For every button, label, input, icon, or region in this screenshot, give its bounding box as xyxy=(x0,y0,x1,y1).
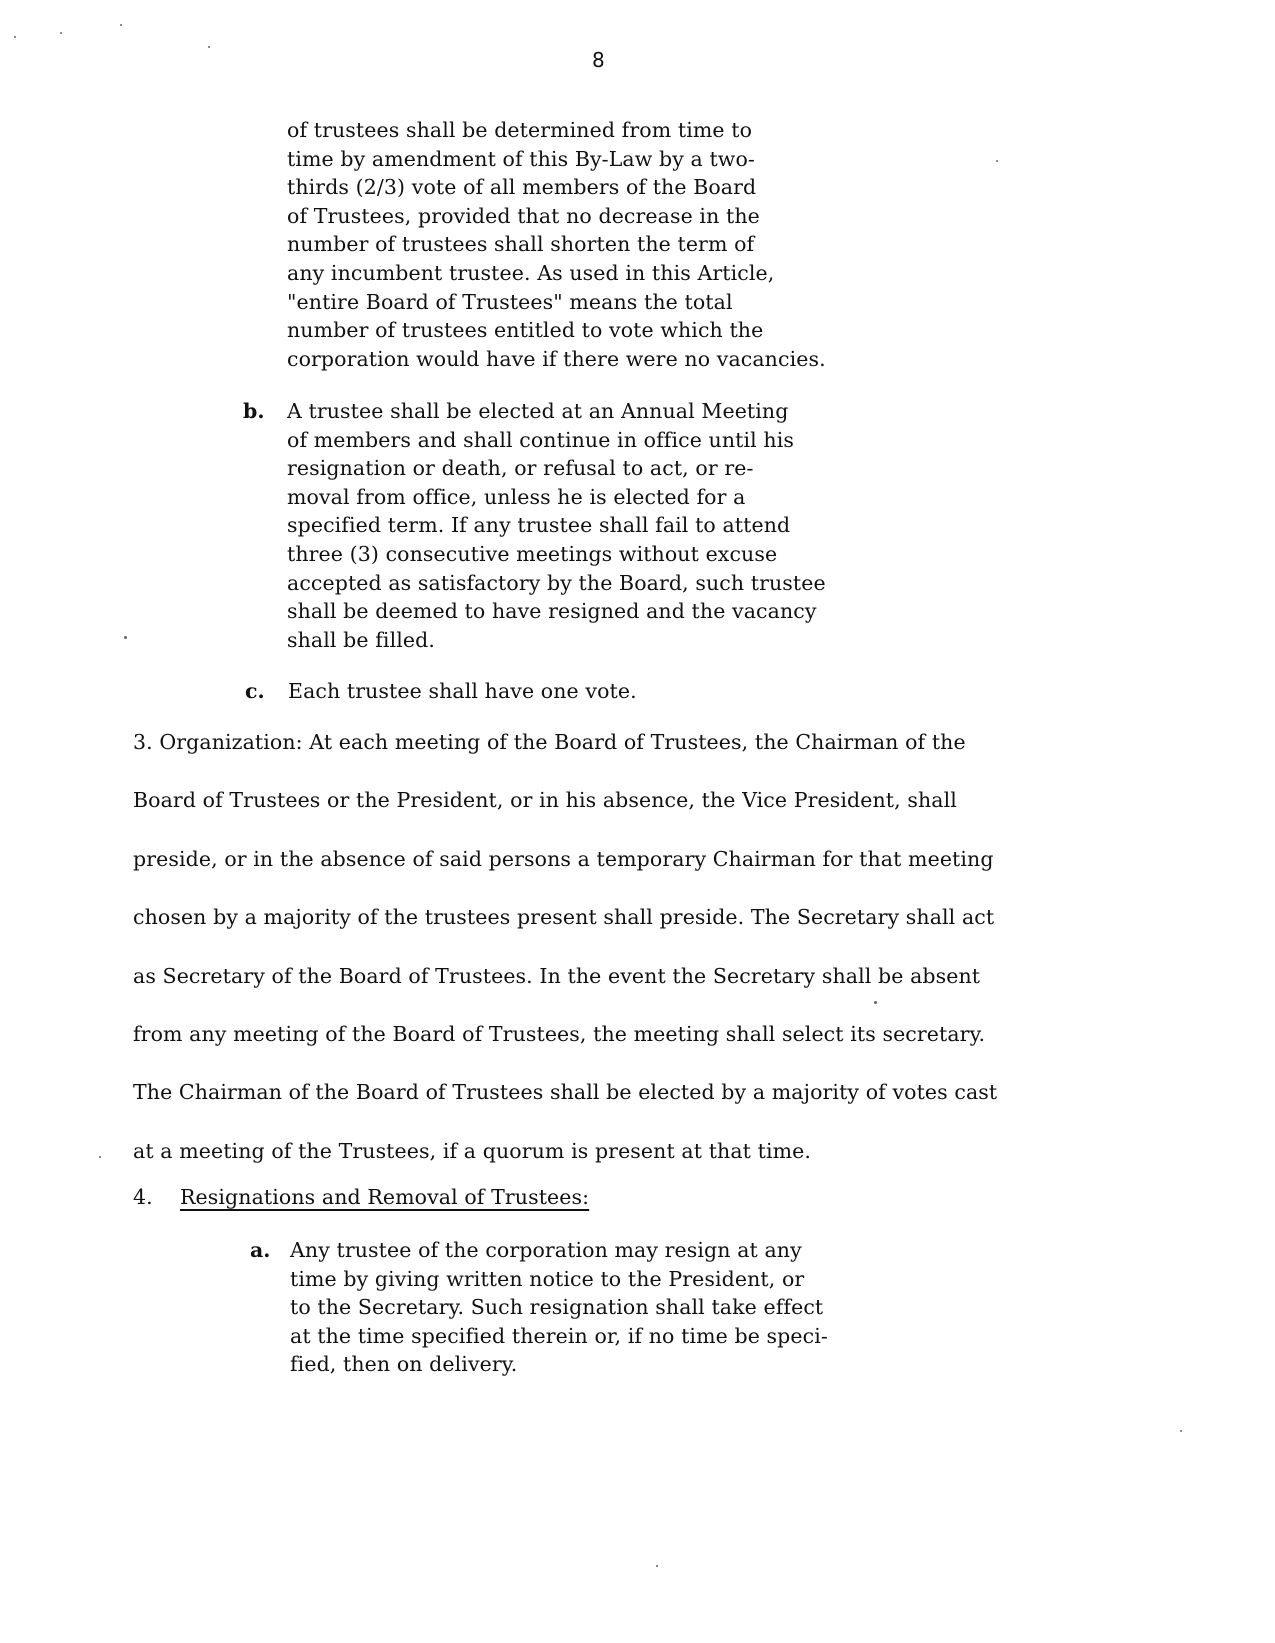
text-line: of members and shall continue in office until his xyxy=(287,427,794,452)
text-line: chosen by a majority of the trustees present shall preside. The Secretary shall act xyxy=(133,905,995,930)
text-line: shall be filled. xyxy=(287,627,435,652)
text-line: any incumbent trustee. As used in this Article, xyxy=(287,260,775,285)
text-line: of Trustees, provided that no decrease in the xyxy=(287,203,760,228)
carryover-paragraph xyxy=(287,116,826,373)
scan-speck xyxy=(656,1565,658,1567)
scan-speck xyxy=(14,36,16,38)
text-line: at a meeting of the Trustees, if a quorum is present at that time. xyxy=(133,1138,811,1163)
item-4a-paragraph xyxy=(290,1236,828,1379)
scan-speck xyxy=(99,1156,101,1158)
scan-speck xyxy=(996,160,998,162)
text-line: Any trustee of the corporation may resign at any xyxy=(290,1238,802,1262)
text-line: A trustee shall be elected at an Annual Meeting xyxy=(287,399,789,423)
scan-speck xyxy=(874,1001,877,1004)
text-line: as Secretary of the Board of Trustees. In the event the Secretary shall be absent xyxy=(133,963,981,988)
text-line: moval from office, unless he is elected for a xyxy=(287,484,746,509)
text-line: number of trustees entitled to vote which the xyxy=(287,318,764,343)
scan-speck xyxy=(60,32,62,34)
text-line: from any meeting of the Board of Trustees, the meeting shall select its secretary. xyxy=(133,1022,986,1047)
text-line: "entire Board of Trustees" means the total xyxy=(287,289,733,314)
scan-speck xyxy=(124,636,127,639)
text-line: to the Secretary. Such resignation shall take effect xyxy=(290,1295,824,1320)
scan-speck xyxy=(208,46,210,48)
text-line: thirds (2/3) vote of all members of the Board xyxy=(287,175,757,200)
text-line: specified term. If any trustee shall fail to attend xyxy=(287,513,791,538)
text-line: time by giving written notice to the President, or xyxy=(290,1266,805,1291)
item-b-paragraph xyxy=(287,397,826,654)
item-c-paragraph xyxy=(288,677,637,706)
section-4-number: 4. xyxy=(133,1185,153,1209)
text-line: The Chairman of the Board of Trustees shall be elected by a majority of votes cast xyxy=(133,1080,998,1105)
text-line: accepted as satisfactory by the Board, such trustee xyxy=(287,570,826,595)
text-line: resignation or death, or refusal to act, or re- xyxy=(287,456,754,481)
text-line: shall be deemed to have resigned and the vacancy xyxy=(287,599,817,624)
text-line: 3. Organization: At each meeting of the Board of Trustees, the Chairman of the xyxy=(133,730,966,754)
section-3-organization xyxy=(133,713,997,1180)
scan-speck xyxy=(120,24,122,26)
text-line: time by amendment of this By-Law by a two- xyxy=(287,146,755,171)
text-line: Each trustee shall have one vote. xyxy=(288,679,637,703)
item-c-marker: c. xyxy=(245,679,265,703)
text-line: at the time specified therein or, if no time be speci- xyxy=(290,1323,828,1348)
scan-speck xyxy=(1180,1430,1182,1432)
item-4a-marker: a. xyxy=(250,1238,271,1262)
text-line: corporation would have if there were no vacancies. xyxy=(287,346,826,371)
text-line: Board of Trustees or the President, or in his absence, the Vice President, shall xyxy=(133,788,957,813)
section-4-heading xyxy=(133,1183,589,1212)
page-number: 8 xyxy=(592,48,605,72)
text-line: preside, or in the absence of said persons a temporary Chairman for that meeting xyxy=(133,846,994,871)
text-line: three (3) consecutive meetings without excuse xyxy=(287,541,778,566)
section-4-title: Resignations and Removal of Trustees: xyxy=(180,1185,590,1209)
text-line: number of trustees shall shorten the term of xyxy=(287,232,755,257)
text-line: of trustees shall be determined from time to xyxy=(287,118,753,142)
text-line: fied, then on delivery. xyxy=(290,1352,518,1377)
item-b-marker: b. xyxy=(243,399,265,423)
